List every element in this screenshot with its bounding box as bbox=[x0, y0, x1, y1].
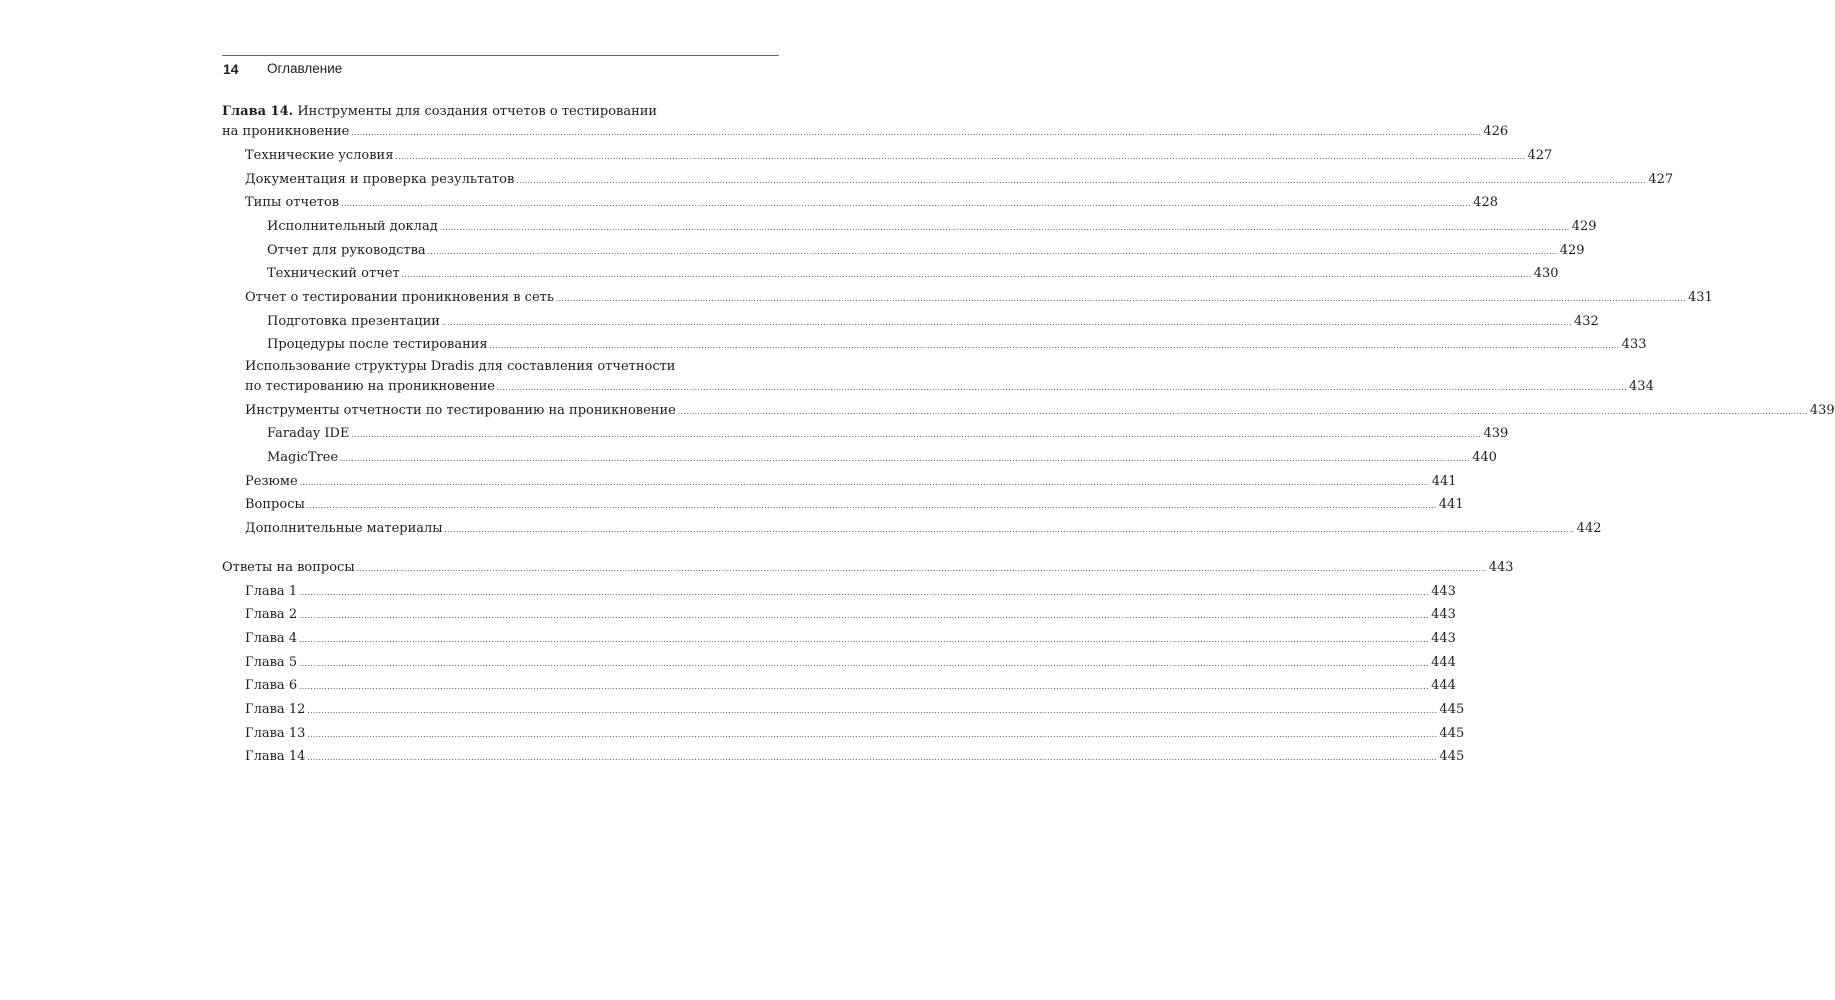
toc-entry-answer-chapter[interactable] bbox=[245, 698, 1465, 718]
toc-entry-title: Исполнительный доклад bbox=[267, 219, 438, 234]
toc-entry-page: 444 bbox=[1431, 655, 1456, 670]
dot-leader: ................................................................................................................................................................................................................................................................................................................................................................................................................ bbox=[356, 565, 1487, 573]
toc-entry-page: 442 bbox=[1576, 521, 1602, 536]
toc-subentry[interactable] bbox=[267, 262, 1559, 282]
toc-entry-page: 432 bbox=[1573, 314, 1599, 329]
toc-entry-title: на проникновение bbox=[222, 124, 350, 139]
dot-leader: ................................................................................................................................................................................................................................................................................................................................................................................................................ bbox=[351, 129, 1482, 137]
toc-entry-answer-chapter[interactable] bbox=[245, 674, 1456, 694]
dot-leader: ................................................................................................................................................................................................................................................................................................................................................................................................................ bbox=[677, 408, 1808, 416]
toc-entry[interactable] bbox=[245, 493, 1464, 513]
toc-entry-page: 429 bbox=[1559, 243, 1585, 258]
toc-entry-page: 426 bbox=[1483, 124, 1509, 139]
toc-entry-page: 445 bbox=[1439, 702, 1465, 717]
dot-leader: ................................................................................................................................................................................................................................................................................................................................................................................................................ bbox=[299, 683, 1430, 691]
dot-leader: ................................................................................................................................................................................................................................................................................................................................................................................................................ bbox=[395, 153, 1526, 161]
toc-entry-title: Технические условия bbox=[245, 148, 394, 163]
dot-leader: ................................................................................................................................................................................................................................................................................................................................................................................................................ bbox=[516, 177, 1647, 185]
dot-leader: ................................................................................................................................................................................................................................................................................................................................................................................................................ bbox=[306, 502, 1437, 510]
toc-entry-page: 434 bbox=[1629, 379, 1654, 394]
toc-entry-page: 441 bbox=[1438, 497, 1464, 512]
toc-entry-page: 429 bbox=[1571, 219, 1597, 234]
toc-entry-title: Faraday IDE bbox=[267, 426, 350, 441]
toc-entry-title: Глава 1 bbox=[245, 584, 298, 599]
toc-entry-page: 439 bbox=[1809, 403, 1835, 418]
toc-entry-title: Технический отчет bbox=[267, 266, 400, 281]
toc-entry[interactable] bbox=[245, 191, 1498, 211]
toc-entry-title: Подготовка презентации bbox=[267, 314, 440, 329]
toc-entry-title: Отчет о тестировании проникновения в сеть bbox=[245, 290, 554, 305]
toc-entry-page: 440 bbox=[1472, 450, 1497, 465]
toc-entry-page: 427 bbox=[1648, 172, 1674, 187]
dot-leader: ................................................................................................................................................................................................................................................................................................................................................................................................................ bbox=[496, 384, 1628, 392]
toc-entry-title: Типы отчетов bbox=[245, 195, 340, 210]
toc-entry-title: MagicTree bbox=[267, 450, 339, 465]
toc-entry-page: 445 bbox=[1439, 726, 1465, 741]
chapter-14-title-line1 bbox=[222, 103, 657, 120]
toc-entry-dradis-line1: Использование структуры Dradis для составления отчетности bbox=[245, 359, 676, 374]
dot-leader: ................................................................................................................................................................................................................................................................................................................................................................................................................ bbox=[341, 200, 1472, 208]
chapter-14-label: Глава 14. bbox=[222, 104, 294, 119]
dot-leader: ................................................................................................................................................................................................................................................................................................................................................................................................................ bbox=[299, 479, 1430, 487]
toc-entry-answer-chapter[interactable] bbox=[245, 651, 1456, 671]
toc-entry-title: Глава 14 bbox=[245, 749, 306, 764]
page-header bbox=[222, 55, 779, 79]
toc-subentry[interactable] bbox=[267, 239, 1585, 259]
toc-entry-title: Глава 6 bbox=[245, 678, 298, 693]
toc-entry[interactable] bbox=[245, 286, 1713, 306]
toc-subentry[interactable] bbox=[267, 422, 1509, 442]
toc-entry-title: Глава 5 bbox=[245, 655, 298, 670]
dot-leader: ................................................................................................................................................................................................................................................................................................................................................................................................................ bbox=[489, 342, 1620, 350]
toc-entry-title: Ответы на вопросы bbox=[222, 560, 355, 575]
dot-leader: ................................................................................................................................................................................................................................................................................................................................................................................................................ bbox=[441, 319, 1572, 327]
toc-entry-title: Глава 2 bbox=[245, 607, 298, 622]
dot-leader: ................................................................................................................................................................................................................................................................................................................................................................................................................ bbox=[307, 754, 1438, 762]
toc-entry[interactable] bbox=[245, 399, 1835, 419]
dot-leader: ................................................................................................................................................................................................................................................................................................................................................................................................................ bbox=[439, 224, 1570, 232]
toc-entry-page: 439 bbox=[1483, 426, 1509, 441]
toc-entry-page: 428 bbox=[1473, 195, 1498, 210]
dot-leader: ................................................................................................................................................................................................................................................................................................................................................................................................................ bbox=[351, 431, 1482, 439]
dot-leader: ................................................................................................................................................................................................................................................................................................................................................................................................................ bbox=[427, 248, 1558, 256]
toc-subentry[interactable] bbox=[267, 446, 1497, 466]
toc-subentry[interactable] bbox=[267, 310, 1599, 330]
toc-entry-page: 443 bbox=[1431, 607, 1456, 622]
toc-entry-title: Инструменты отчетности по тестированию на проникновение bbox=[245, 403, 676, 418]
toc-entry[interactable] bbox=[245, 470, 1457, 490]
dot-leader: ................................................................................................................................................................................................................................................................................................................................................................................................................ bbox=[299, 636, 1430, 644]
toc-subentry[interactable] bbox=[267, 333, 1647, 353]
toc-entry-answer-chapter[interactable] bbox=[245, 627, 1456, 647]
dot-leader: ................................................................................................................................................................................................................................................................................................................................................................................................................ bbox=[340, 455, 1471, 463]
toc-entry-page: 443 bbox=[1431, 631, 1456, 646]
toc-entry-page: 444 bbox=[1431, 678, 1456, 693]
toc-entry-answer-chapter[interactable] bbox=[245, 603, 1456, 623]
dot-leader: ................................................................................................................................................................................................................................................................................................................................................................................................................ bbox=[299, 589, 1430, 597]
toc-entry-page: 433 bbox=[1621, 337, 1647, 352]
toc-entry-answers[interactable] bbox=[222, 556, 1514, 576]
chapter-14-title-text: Инструменты для создания отчетов о тестировании bbox=[297, 104, 658, 119]
page-number: 14 bbox=[223, 61, 239, 77]
toc-entry-title: Отчет для руководства bbox=[267, 243, 426, 258]
dot-leader: ................................................................................................................................................................................................................................................................................................................................................................................................................ bbox=[307, 707, 1438, 715]
running-title: Оглавление bbox=[267, 61, 343, 76]
toc-entry-title: Глава 4 bbox=[245, 631, 298, 646]
dot-leader: ................................................................................................................................................................................................................................................................................................................................................................................................................ bbox=[307, 731, 1438, 739]
dot-leader: ................................................................................................................................................................................................................................................................................................................................................................................................................ bbox=[555, 295, 1686, 303]
toc-entry-answer-chapter[interactable] bbox=[245, 722, 1465, 742]
toc-entry-page: 445 bbox=[1439, 749, 1465, 764]
toc-entry[interactable] bbox=[245, 517, 1602, 537]
toc-entry-page: 427 bbox=[1527, 148, 1553, 163]
toc-entry-title: Дополнительные материалы bbox=[245, 521, 443, 536]
toc-entry-title: Документация и проверка результатов bbox=[245, 172, 515, 187]
toc-entry-page: 431 bbox=[1687, 290, 1713, 305]
toc-entry-dradis[interactable] bbox=[245, 375, 1654, 395]
dot-leader: ................................................................................................................................................................................................................................................................................................................................................................................................................ bbox=[401, 271, 1532, 279]
toc-entry-page: 441 bbox=[1431, 474, 1457, 489]
toc-entry[interactable] bbox=[245, 168, 1674, 188]
toc-entry-page: 443 bbox=[1488, 560, 1514, 575]
toc-entry-title: Процедуры после тестирования bbox=[267, 337, 488, 352]
toc-entry-chapter-14[interactable] bbox=[222, 120, 1509, 140]
toc-entry-page: 430 bbox=[1533, 266, 1559, 281]
header-rule bbox=[222, 55, 779, 56]
toc-entry-title: по тестированию на проникновение bbox=[245, 379, 495, 394]
dot-leader: ................................................................................................................................................................................................................................................................................................................................................................................................................ bbox=[299, 660, 1430, 668]
toc-entry-title: Резюме bbox=[245, 474, 298, 489]
dot-leader: ................................................................................................................................................................................................................................................................................................................................................................................................................ bbox=[299, 612, 1430, 620]
toc-entry-page: 443 bbox=[1431, 584, 1456, 599]
toc-entry-title: Вопросы bbox=[245, 497, 305, 512]
toc-entry-answer-chapter[interactable] bbox=[245, 580, 1456, 600]
toc-entry-title: Глава 13 bbox=[245, 726, 306, 741]
toc-subentry[interactable] bbox=[267, 215, 1597, 235]
toc-entry-answer-chapter[interactable] bbox=[245, 745, 1465, 765]
toc-entry[interactable] bbox=[245, 144, 1553, 164]
toc-entry-title: Глава 12 bbox=[245, 702, 306, 717]
dot-leader: ................................................................................................................................................................................................................................................................................................................................................................................................................ bbox=[444, 526, 1575, 534]
